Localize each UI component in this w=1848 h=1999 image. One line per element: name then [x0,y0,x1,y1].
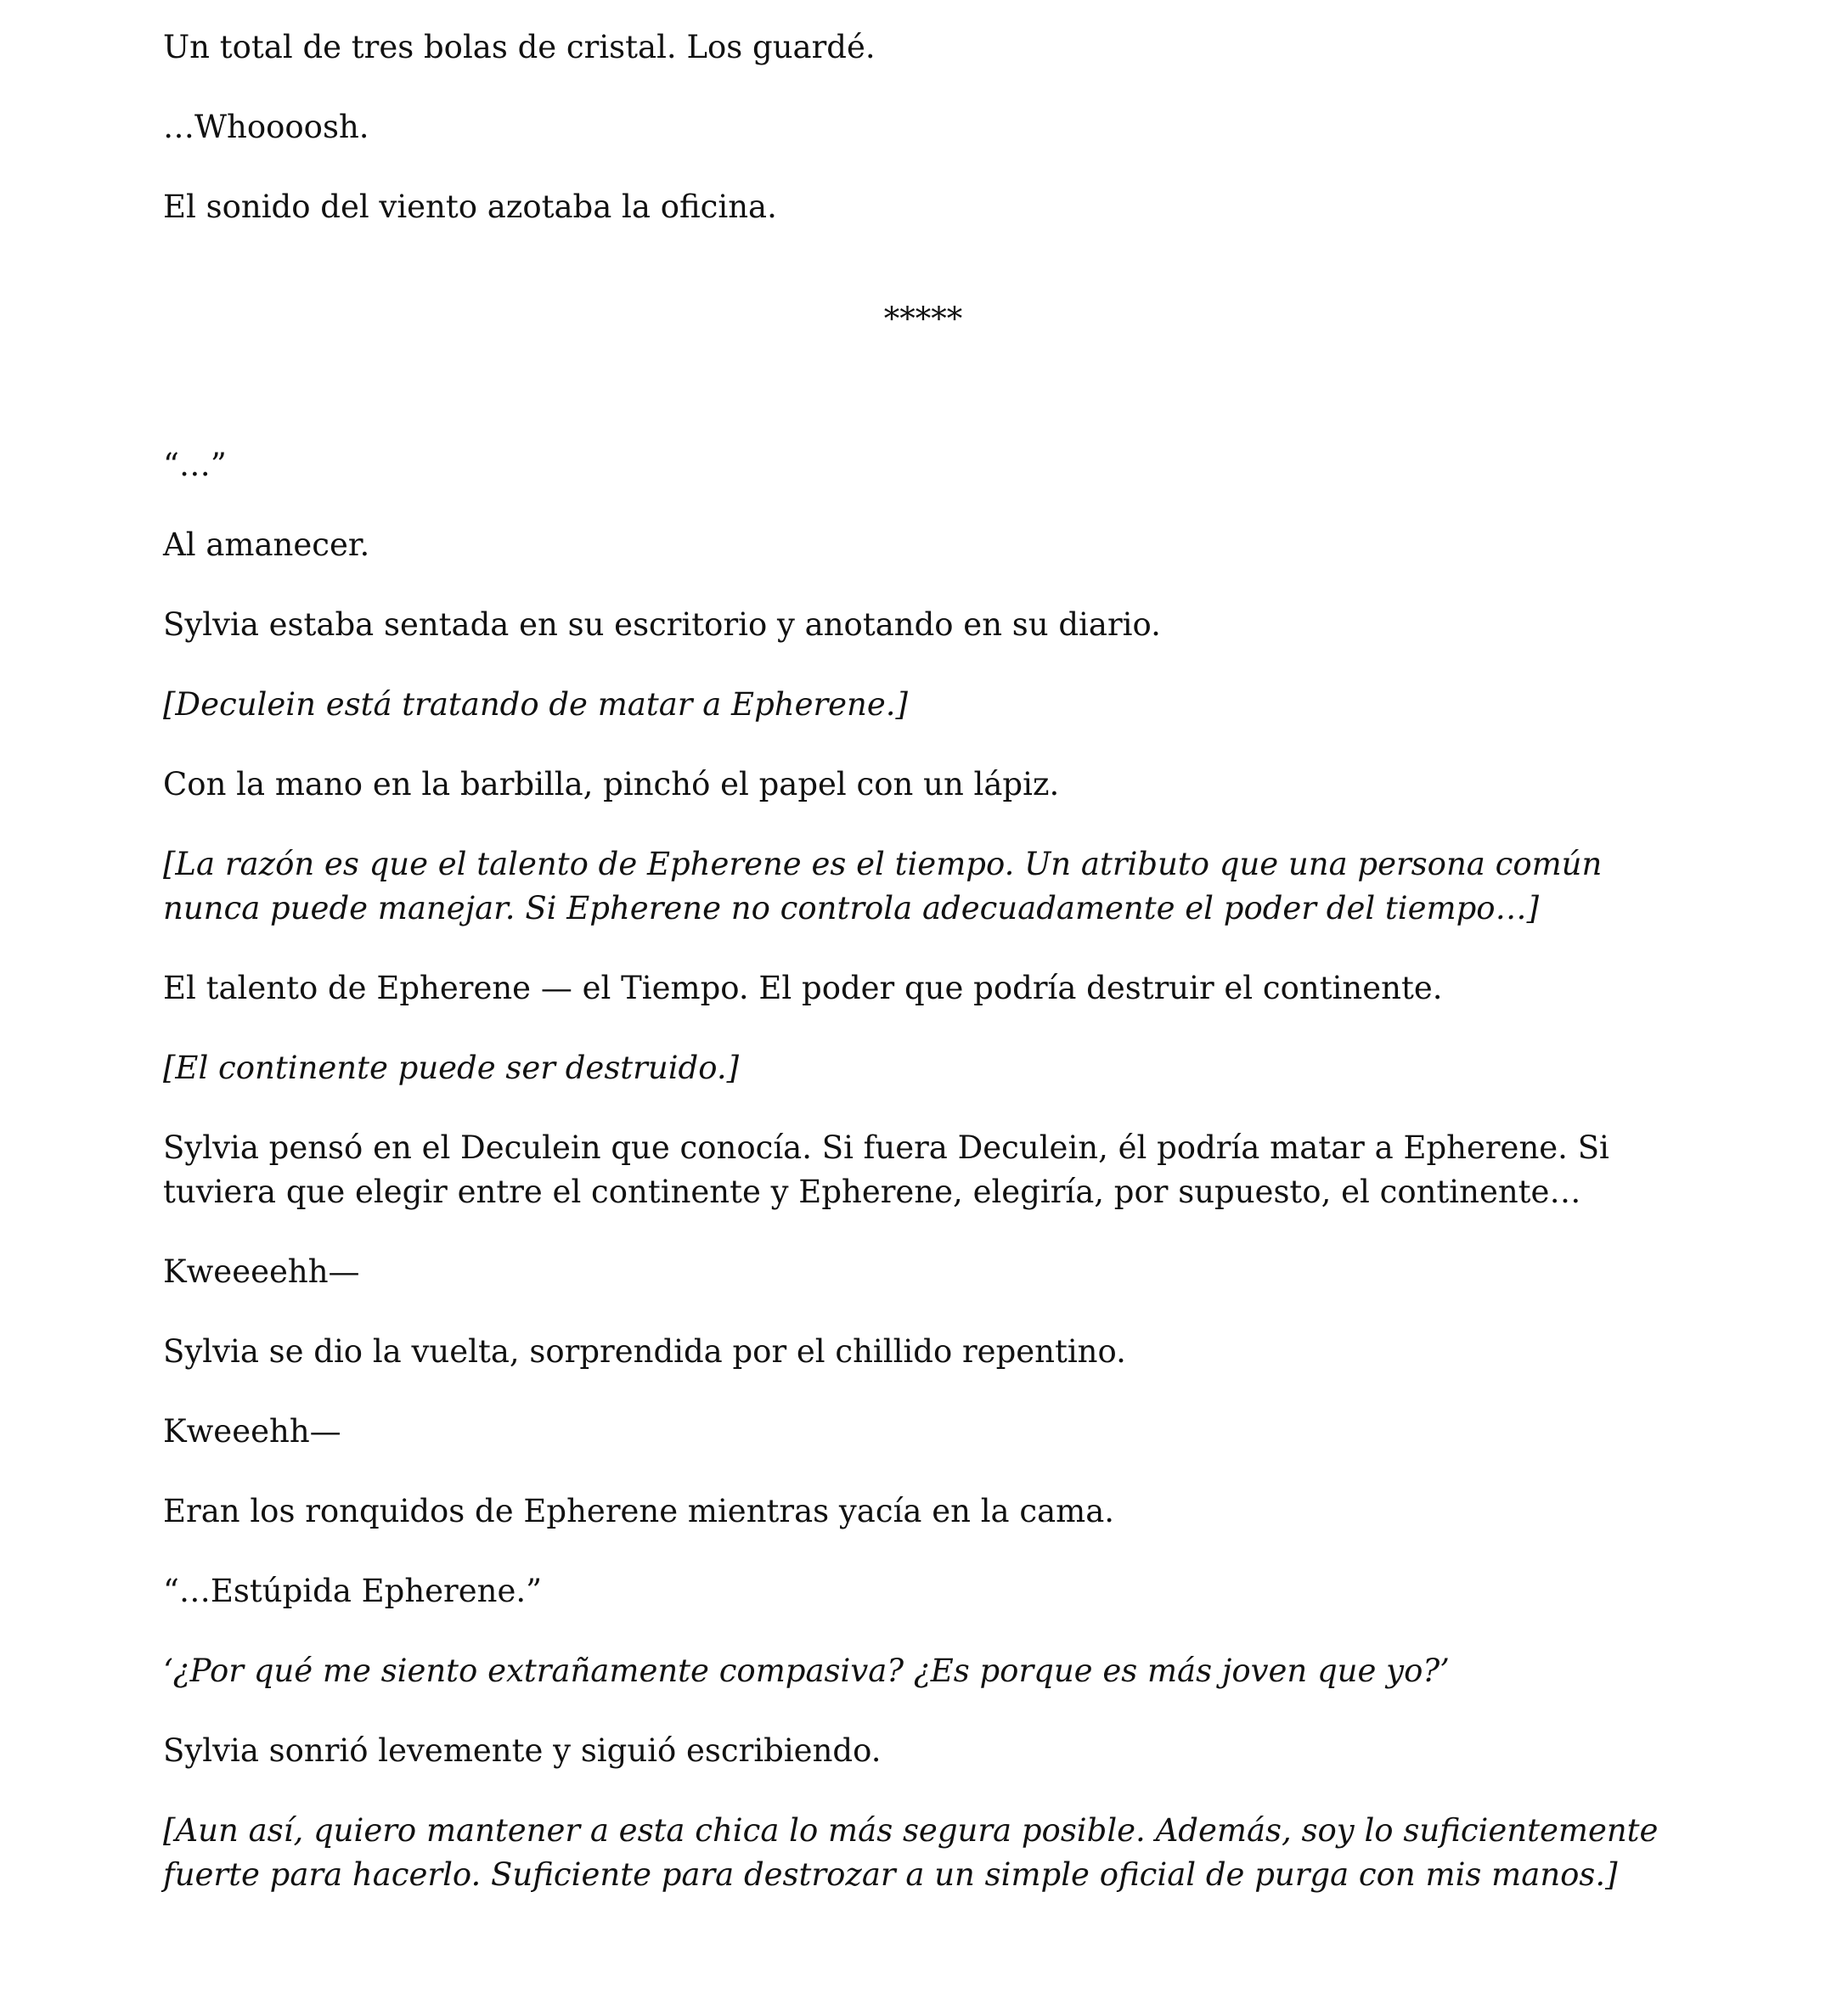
paragraph: …Whoooosh. [163,109,369,145]
paragraph: El talento de Epherene — el Tiempo. El poder que podría destruir el continente. [163,970,1443,1006]
document-page [163,25,1683,1933]
paragraph: Al amanecer. [163,526,370,563]
paragraph: Sylvia se dio la vuelta, sorprendida por el chillido repentino. [163,1333,1126,1370]
paragraph: Sylvia pensó en el Deculein que conocía. Si fuera Deculein, él podría matar a Epherene. Si tuviera que elegir entre el continente y Epherene, elegiría, por supuesto, el continente… [163,1129,1609,1210]
scene-separator: ***** [883,301,963,337]
paragraph: “…Estúpida Epherene.” [163,1573,543,1609]
paragraph: El sonido del viento azotaba la oficina. [163,189,777,225]
paragraph: Sylvia estaba sentada en su escritorio y anotando en su diario. [163,606,1161,643]
bottom-section [163,443,1683,1897]
paragraph: Kweeehh— [163,1413,341,1450]
diary-entry: [Aun así, quiero mantener a esta chica lo más segura posible. Además, soy lo suficientemente fuerte para hacerlo. Suficiente para destrozar a un simple oficial de purga con mis manos.] [163,1812,1659,1893]
diary-entry: [La razón es que el talento de Epherene es el tiempo. Un atributo que una persona común nunca puede manejar. Si Epherene no controla adecuadamente el poder del tiempo…] [163,846,1603,926]
inner-thought: ‘¿Por qué me siento extrañamente compasiva? ¿Es porque es más joven que yo?’ [163,1653,1450,1689]
paragraph: Con la mano en la barbilla, pinchó el papel con un lápiz. [163,766,1060,802]
diary-entry: [El continente puede ser destruido.] [163,1050,740,1086]
paragraph: Un total de tres bolas de cristal. Los guardé. [163,29,876,65]
paragraph: Kweeeehh— [163,1253,360,1290]
diary-entry: [Deculein está tratando de matar a Epherene.] [163,686,908,723]
paragraph: Eran los ronquidos de Epherene mientras yacía en la cama. [163,1493,1115,1529]
paragraph: Sylvia sonrió levemente y siguió escribiendo. [163,1732,882,1769]
paragraph: “…” [163,447,227,483]
top-section [163,25,1683,229]
